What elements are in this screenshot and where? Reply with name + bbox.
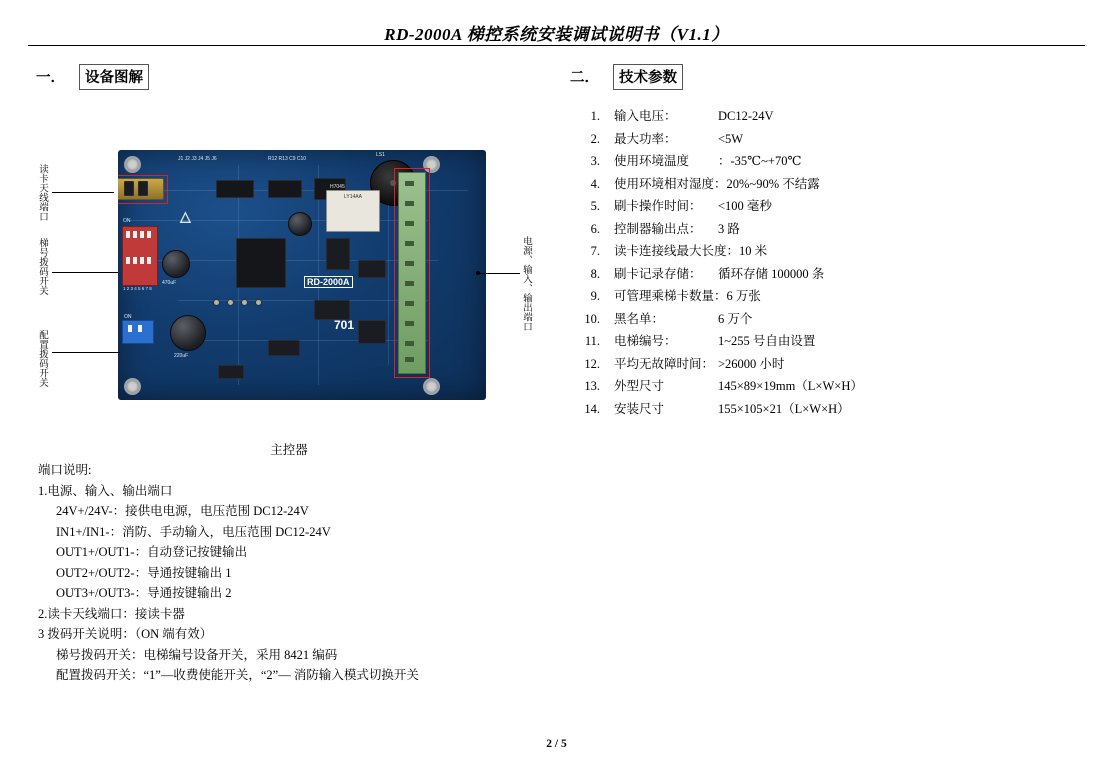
spec-index: 6. <box>590 221 600 236</box>
capacitor <box>170 315 206 351</box>
ic-chip <box>216 180 254 198</box>
desc-line: 1.电源、输入、输出端口 <box>38 483 173 498</box>
spec-item <box>570 128 1090 151</box>
callout-power-input-output-port: 电源、输入、输出端口 <box>521 236 531 331</box>
dip-switch-elevator-number[interactable] <box>122 226 158 286</box>
board-name-silk: RD-2000A <box>304 276 353 288</box>
desc-heading: 端口说明: <box>38 463 92 477</box>
spec-text <box>614 285 1090 308</box>
spec-item <box>570 195 1090 218</box>
spec-index: 12. <box>584 356 600 371</box>
spec-text <box>614 375 1090 398</box>
spec-text <box>614 150 1090 173</box>
leader-line <box>52 192 114 193</box>
spec-value: 20%~90% 不结露 <box>726 176 820 191</box>
spec-value: 循环存储 100000 条 <box>718 266 825 281</box>
desc-line: OUT2+/OUT2-：导通按键输出 1 <box>56 565 232 580</box>
spec-value: <100 毫秒 <box>718 199 772 213</box>
spec-item <box>570 285 1090 308</box>
spec-label: 输入电压： <box>614 109 677 123</box>
spec-label: 控制器输出点： <box>614 221 702 236</box>
spec-item <box>570 353 1090 376</box>
silkscreen-text: R12 R13 C9 C10 <box>268 156 307 162</box>
relay <box>326 190 380 232</box>
leader-dot <box>476 271 480 275</box>
desc-line: OUT3+/OUT3-：导通按键输出 2 <box>56 586 232 600</box>
spec-item <box>570 150 1090 173</box>
spec-label: 使用环境温度 <box>614 154 690 168</box>
ic-chip <box>314 300 350 320</box>
spec-index: 3. <box>590 154 600 168</box>
spec-value: 6 万个 <box>718 311 753 326</box>
cap-220uf-label: 220uF <box>174 353 189 359</box>
spec-label: 外型尺寸 <box>614 379 665 393</box>
spec-value: 155×105×21（L×W×H） <box>718 401 850 416</box>
controller-board-image <box>118 150 486 400</box>
highlight-box-antenna-port <box>118 175 168 204</box>
desc-line: 2.读卡天线端口：接读卡器 <box>38 606 185 621</box>
spec-value: 1~255 号自由设置 <box>718 334 816 348</box>
capacitor <box>288 212 312 236</box>
spec-item <box>570 263 1090 286</box>
spec-item <box>570 308 1090 331</box>
spec-item <box>570 330 1090 353</box>
spec-item <box>570 375 1090 398</box>
spec-label: 可管理乘梯卡数量： <box>614 289 727 303</box>
spec-index: 7. <box>590 244 600 258</box>
ic-chip <box>358 260 386 278</box>
spec-index: 1. <box>590 109 600 123</box>
solder-pad <box>214 300 219 305</box>
port-description-block <box>38 460 558 686</box>
ic-h7045-label: H7045 <box>330 184 345 190</box>
spec-text <box>614 105 1090 128</box>
callout-card-reader-antenna-port: 读卡天线端口 <box>37 164 47 221</box>
callout-config-dip-switch: 配置拨码开关 <box>37 330 47 387</box>
spec-index: 9. <box>590 289 600 303</box>
highlight-box-power-io-port <box>394 168 430 378</box>
spec-value: ：10 米 <box>726 244 768 258</box>
mount-hole <box>124 156 141 173</box>
spec-index: 11. <box>584 334 600 348</box>
desc-line: 配置拨码开关：“1”—收费使能开关，“2”— 消防输入模式切换开关 <box>56 668 419 682</box>
logo-triangle: △ <box>180 208 191 224</box>
spec-label: 使用环境相对湿度： <box>614 176 727 191</box>
mcu-chip <box>236 238 286 288</box>
spec-item <box>570 105 1090 128</box>
spec-item <box>570 398 1090 421</box>
spec-text <box>614 263 1090 286</box>
spec-text <box>614 240 1090 263</box>
pcb-body <box>118 150 486 400</box>
relay-label: LY14AA <box>344 194 362 200</box>
spec-index: 10. <box>584 311 600 326</box>
spec-label: 刷卡操作时间： <box>614 199 702 213</box>
page-footer: 2 / 5 <box>546 738 567 750</box>
section-2-title: 技术参数 <box>613 64 683 90</box>
dip-switch-config[interactable] <box>122 320 154 344</box>
pcb-trace <box>128 220 428 221</box>
ic-chip <box>326 238 350 270</box>
ic-chip <box>268 340 300 356</box>
solder-pad <box>256 300 261 305</box>
part-701-label: 701 <box>334 318 355 332</box>
desc-line: IN1+/IN1-：消防、手动输入，电压范围 DC12-24V <box>56 524 331 539</box>
dip2-on-label: ON <box>124 314 132 320</box>
spec-index: 4. <box>590 176 600 191</box>
spec-text <box>614 353 1090 376</box>
spec-index: 8. <box>590 266 600 281</box>
spec-item <box>570 240 1090 263</box>
spec-label: 平均无故障时间： <box>614 356 715 371</box>
page-header-title: RD-2000A 梯控系统安装调试说明书（V1.1） <box>384 25 729 44</box>
section-1-title: 设备图解 <box>79 64 149 90</box>
silkscreen-text: J1 J2 J3 J4 J5 J6 <box>178 156 217 162</box>
solder-pad <box>242 300 247 305</box>
capacitor <box>162 250 190 278</box>
spec-value: 145×89×19mm（L×W×H） <box>718 379 863 393</box>
buzzer-label: LS1 <box>376 152 385 158</box>
diagram-caption: 主控器 <box>270 443 308 457</box>
pcb-trace <box>178 340 428 341</box>
desc-line: OUT1+/OUT1-：自动登记按键输出 <box>56 545 248 559</box>
spec-index: 5. <box>590 199 600 213</box>
callout-elevator-number-dip-switch: 梯号拨码开关 <box>37 238 47 295</box>
leader-line <box>478 273 520 274</box>
dip-digits-label: 1 2 3 4 5 6 7 8 <box>123 286 152 291</box>
spec-value: <5W <box>718 131 744 146</box>
spec-text <box>614 330 1090 353</box>
spec-text <box>614 173 1090 196</box>
spec-value: ：-35℃~+70℃ <box>718 154 802 168</box>
spec-text <box>614 218 1090 241</box>
ic-chip <box>268 180 302 198</box>
tech-spec-list <box>570 105 1090 420</box>
spec-value: 6 万张 <box>726 289 761 303</box>
spec-text <box>614 398 1090 421</box>
spec-label: 刷卡记录存储： <box>614 266 702 281</box>
header-divider <box>28 45 1085 46</box>
section-heading-device-diagram <box>36 64 149 90</box>
desc-line: 梯号拨码开关：电梯编号设备开关，采用 8421 编码 <box>56 647 338 662</box>
leader-line <box>52 272 118 273</box>
spec-item <box>570 173 1090 196</box>
section-2-number: 二． <box>570 70 599 86</box>
mount-hole <box>423 378 440 395</box>
spec-text <box>614 128 1090 151</box>
spec-label: 最大功率： <box>614 131 677 146</box>
desc-line: 3 拨码开关说明：（ON 端有效） <box>38 627 213 641</box>
spec-index: 13. <box>584 379 600 393</box>
spec-value: >26000 小时 <box>718 356 785 371</box>
solder-pad <box>228 300 233 305</box>
spec-item <box>570 218 1090 241</box>
desc-line: 24V+/24V-：接供电电源，电压范围 DC12-24V <box>56 504 309 518</box>
spec-label: 安装尺寸 <box>614 401 665 416</box>
mount-hole <box>124 378 141 395</box>
spec-text <box>614 308 1090 331</box>
spec-index: 2. <box>590 131 600 146</box>
cap-470uf-label: 470uF <box>162 280 177 286</box>
ic-chip <box>218 365 244 379</box>
spec-label: 读卡连接线最大长度 <box>614 244 727 258</box>
section-heading-tech-specs <box>570 64 683 90</box>
leader-line <box>52 352 120 353</box>
spec-text <box>614 195 1090 218</box>
ic-chip <box>358 320 386 344</box>
spec-value: 3 路 <box>718 221 740 236</box>
section-1-number: 一． <box>36 70 65 86</box>
spec-index: 14. <box>584 401 600 416</box>
spec-value: DC12-24V <box>718 109 774 123</box>
spec-label: 电梯编号： <box>614 334 677 348</box>
dip-on-label: ON <box>123 218 131 224</box>
spec-label: 黑名单： <box>614 311 665 326</box>
